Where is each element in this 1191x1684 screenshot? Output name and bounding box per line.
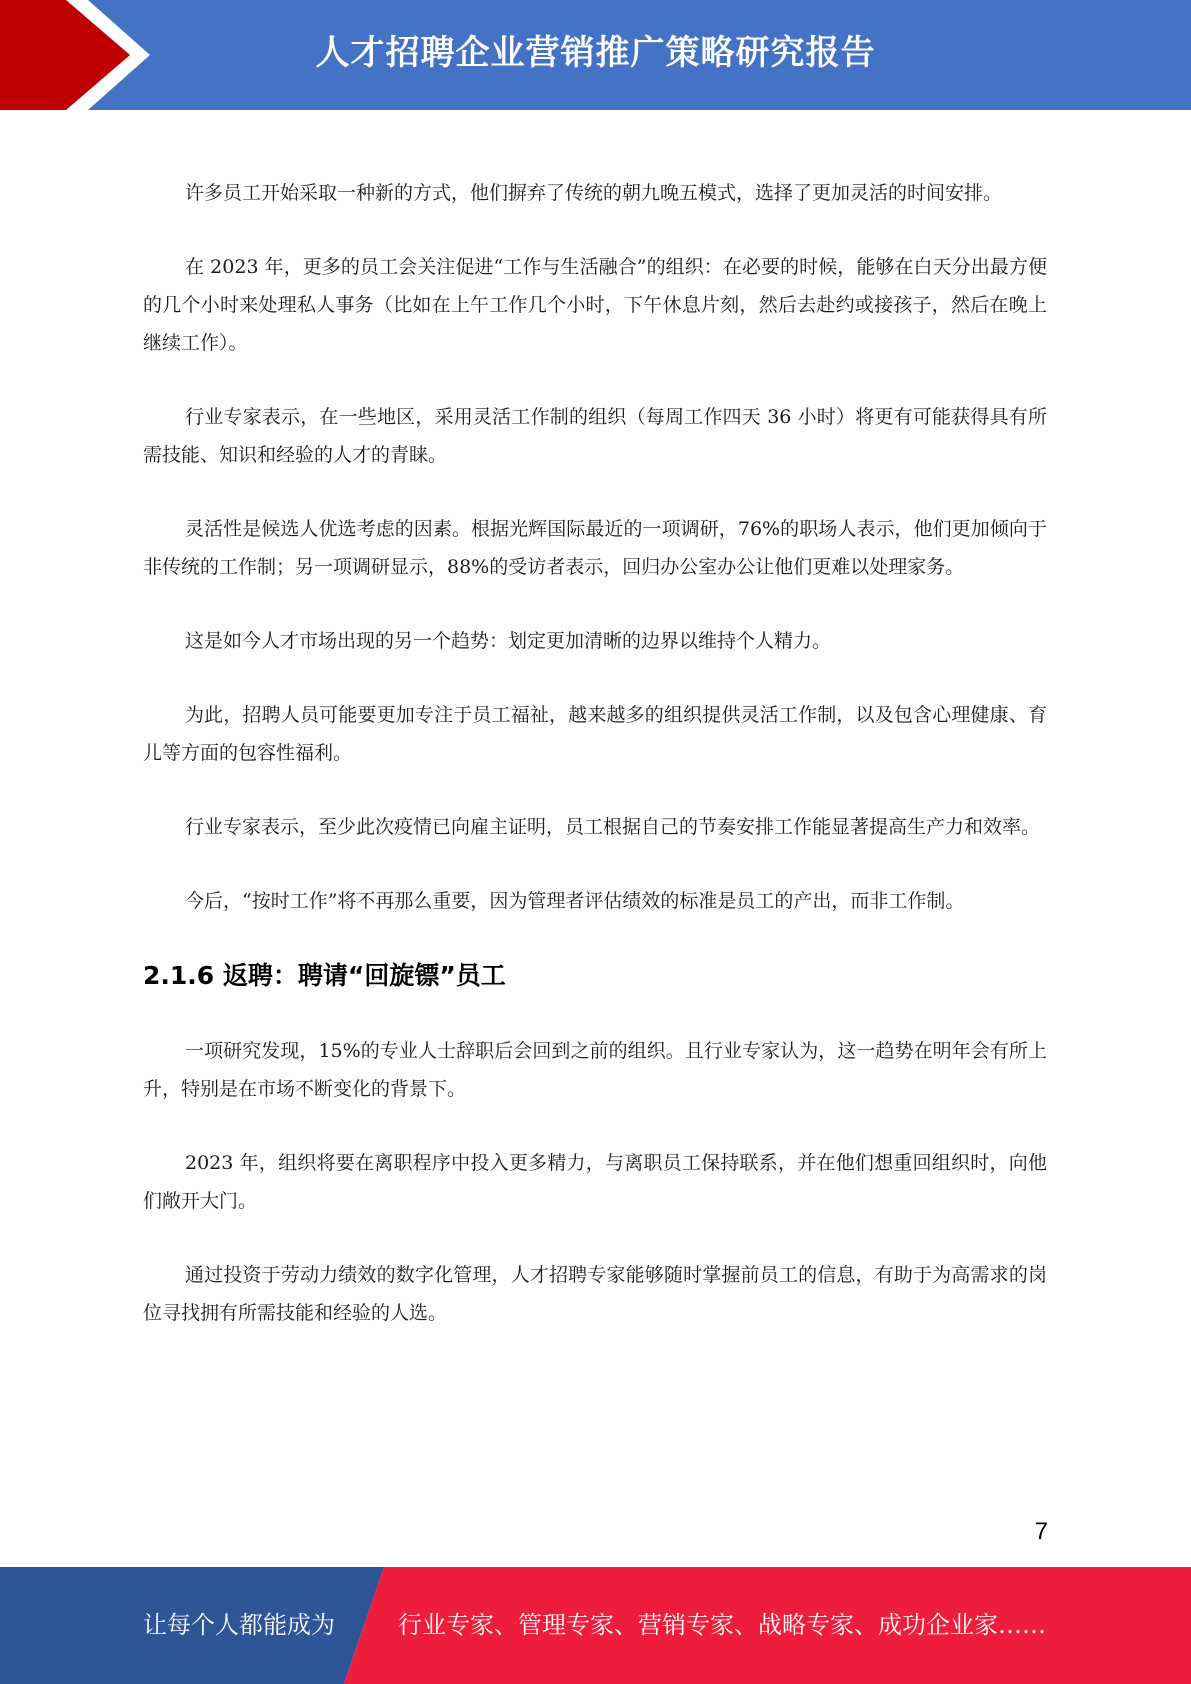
document-body	[143, 174, 1047, 1368]
paragraph: 一项研究发现，15%的专业人士辞职后会回到之前的组织。且行业专家认为，这一趋势在明年会有所上升，特别是在市场不断变化的背景下。	[143, 1040, 1047, 1100]
paragraph: 今后，“按时工作”将不再那么重要，因为管理者评估绩效的标准是员工的产出，而非工作制。	[185, 890, 965, 912]
paragraph: 行业专家表示，在一些地区，采用灵活工作制的组织（每周工作四天 36 小时）将更有可能获得具有所需技能、知识和经验的人才的青睐。	[143, 406, 1047, 466]
document-title: 人才招聘企业营销推广策略研究报告	[315, 33, 876, 73]
paragraph: 许多员工开始采取一种新的方式，他们摒弃了传统的朝九晚五模式，选择了更加灵活的时间安排。	[185, 182, 1003, 204]
paragraph: 为此，招聘人员可能要更加专注于员工福祉，越来越多的组织提供灵活工作制，以及包含心理健康、育儿等方面的包容性福利。	[143, 704, 1047, 764]
paragraph: 在 2023 年，更多的员工会关注促进“工作与生活融合”的组织：在必要的时候，能够在白天分出最方便的几个小时来处理私人事务（比如在上午工作几个小时，下午休息片刻，然后去赴约或接孩子，然后在晚上继续工作）。	[143, 256, 1047, 354]
paragraph: 这是如今人才市场出现的另一个趋势：划定更加清晰的边界以维持个人精力。	[185, 630, 832, 652]
section-heading: 2.1.6 返聘：聘请“回旋镖”员工	[143, 961, 506, 990]
paragraph: 通过投资于劳动力绩效的数字化管理，人才招聘专家能够随时掌握前员工的信息，有助于为高需求的岗位寻找拥有所需技能和经验的人选。	[143, 1264, 1047, 1324]
footer-slogan-right: 行业专家、管理专家、营销专家、战略专家、成功企业家……	[398, 1611, 1046, 1639]
paragraph: 行业专家表示，至少此次疫情已向雇主证明，员工根据自己的节奏安排工作能显著提高生产力和效率。	[185, 816, 1041, 838]
paragraph: 灵活性是候选人优选考虑的因素。根据光辉国际最近的一项调研，76%的职场人表示，他们更加倾向于非传统的工作制；另一项调研显示，88%的受访者表示，回归办公室办公让他们更难以处理家务。	[143, 518, 1047, 578]
header-chevron-icon	[0, 0, 160, 110]
page-number: 7	[1034, 1518, 1048, 1545]
paragraph: 2023 年，组织将要在离职程序中投入更多精力，与离职员工保持联系，并在他们想重回组织时，向他们敞开大门。	[143, 1152, 1047, 1212]
footer-slogan-left: 让每个人都能成为	[143, 1611, 335, 1639]
